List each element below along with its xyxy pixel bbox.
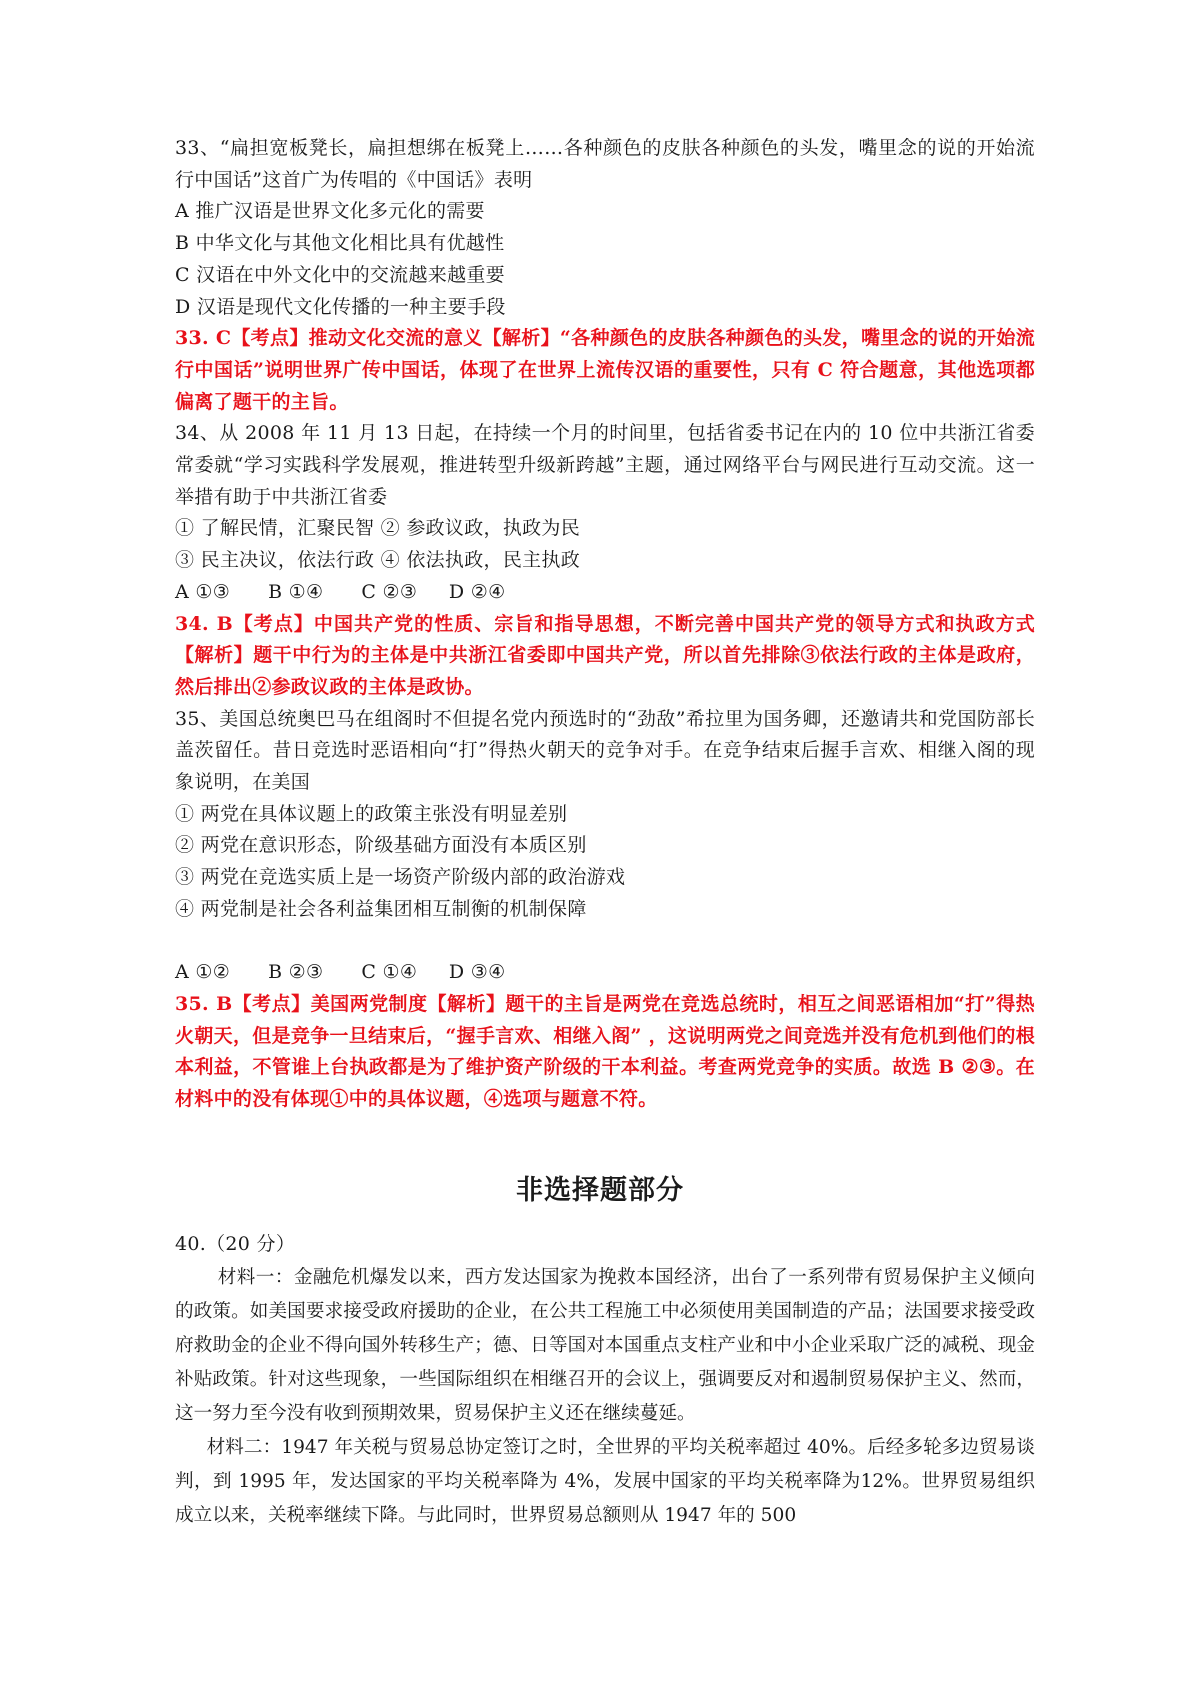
question-33-answer: 33. C【考点】推动文化交流的意义【解析】“各种颜色的皮肤各种颜色的头发，嘴里念的说的开始流行中国话”说明世界广传中国话，体现了在世界上流传汉语的重要性，只有 C 符合题意，其他选项都偏离了题干的主旨。	[175, 327, 1035, 413]
question-33-option-d: D 汉语是现代文化传播的一种主要手段	[175, 295, 506, 318]
question-34-answer: 34. B【考点】中国共产党的性质、宗旨和指导思想，不断完善中国共产党的领导方式和执政方式【解析】题干中行为的主体是中共浙江省委即中国共产党，所以首先排除③依法行政的主体是政府，然后排出②参政议政的主体是政协。	[175, 612, 1035, 698]
question-34-statements-2: ③ 民主决议，依法行政 ④ 依法执政，民主执政	[175, 549, 581, 572]
section-title: 非选择题部分	[516, 1175, 684, 1206]
question-40-header: 40.（20 分）	[175, 1233, 296, 1255]
question-35-statement-2: ② 两党在意识形态，阶级基础方面没有本质区别	[175, 834, 587, 857]
material-1: 材料一：金融危机爆发以来，西方发达国家为挽救本国经济，出台了一系列带有贸易保护主义倾向的政策。如美国要求接受政府援助的企业，在公共工程施工中必须使用美国制造的产品；法国要求接受政府救助金的企业不得向国外转移生产；德、日等国对本国重点支柱产业和中小企业采取广泛的减税、现金补贴政策。针对这些现象，一些国际组织在相继召开的会议上，强调要反对和遏制贸易保护主义、然而，这一努力至今没有收到预期效果，贸易保护主义还在继续蔓延。	[175, 1266, 1035, 1424]
question-40	[175, 1229, 1035, 1533]
question-33-option-a: A 推广汉语是世界文化多元化的需要	[175, 200, 485, 223]
question-33-stem: 33、“扁担宽板凳长，扁担想绑在板凳上……各种颜色的皮肤各种颜色的头发，嘴里念的说的开始流行中国话”这首广为传唱的《中国话》表明	[175, 137, 1035, 191]
question-35-statement-3: ③ 两党在竞选实质上是一场资产阶级内部的政治游戏	[175, 866, 626, 889]
question-33-option-b: B 中华文化与其他文化相比具有优越性	[175, 232, 505, 255]
question-34-statements-1: ① 了解民情，汇聚民智 ② 参政议政，执政为民	[175, 517, 581, 540]
question-35-statement-4: ④ 两党制是社会各利益集团相互制衡的机制保障	[175, 897, 587, 920]
question-33-option-c: C 汉语在中外文化中的交流越来越重要	[175, 263, 505, 286]
question-35-options: A ①② B ②③ C ①④ D ③④	[175, 961, 506, 984]
question-34-stem: 34、从 2008 年 11 月 13 日起，在持续一个月的时间里，包括省委书记在内的 10 位中共浙江省委常委就“学习实践科学发展观，推进转型升级新跨越”主题，通过网络平台与网民进行互动交流。这一举措有助于中共浙江省委	[175, 422, 1035, 508]
question-34-options: A ①③ B ①④ C ②③ D ②④	[175, 580, 506, 603]
question-35-statement-1: ① 两党在具体议题上的政策主张没有明显差别	[175, 802, 568, 825]
question-35-answer: 35. B【考点】美国两党制度【解析】题干的主旨是两党在竞选总统时，相互之间恶语相加“打”得热火朝天，但是竞争一旦结束后，“握手言欢、相继入阁” ，这说明两党之间竞选并没有危机到他们的根本利益，不管谁上台执政都是为了维护资产阶级的干本利益。考查两党竞争的实质。故选 B ②③。在材料中的没有体现①中的具体议题，④选项与题意不符。	[175, 992, 1035, 1111]
question-35-stem: 35、美国总统奥巴马在组阁时不但提名党内预选时的“劲敌”希拉里为国务卿，还邀请共和党国防部长盖茨留任。昔日竞选时恶语相向“打”得热火朝天的竞争对手。在竞争结束后握手言欢、相继入阁的现象说明，在美国	[175, 707, 1035, 794]
blank-line	[175, 926, 1035, 958]
question-33	[175, 133, 1035, 1116]
material-2: 材料二：1947 年关税与贸易总协定签订之时，全世界的平均关税率超过 40%。后经多轮多边贸易谈判，到 1995 年，发达国家的平均关税率降为 4%，发展中国家的平均关税率降为12%。世界贸易组织成立以来，关税率继续下降。与此同时，世界贸易总额则从 1947 年的 500	[175, 1436, 1035, 1526]
